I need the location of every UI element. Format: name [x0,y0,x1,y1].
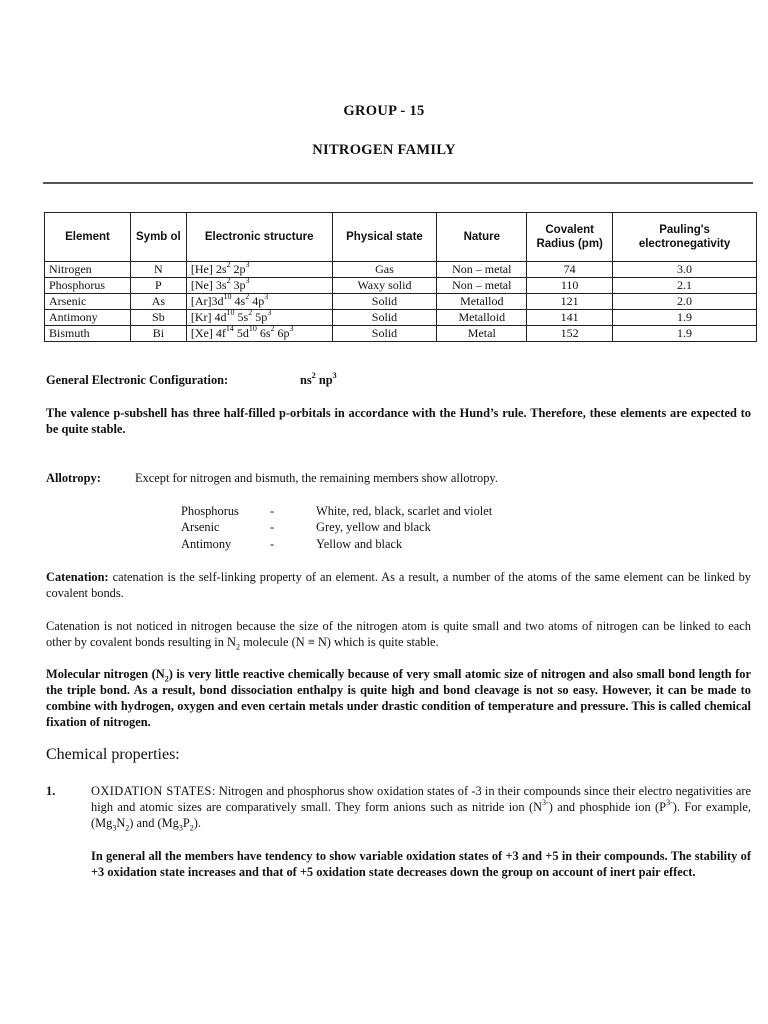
variable-oxidation-paragraph: In general all the members have tendency to show variable oxidation states of +3 and +5 in their compounds. The stability of +3 oxidation state increases and that of +5 oxidation state decreases down the group on account of inert pair effect. [91,849,751,879]
allotropy-forms: Yellow and black [316,537,403,551]
cell-element: Bismuth [45,326,131,342]
general-config-line [46,372,751,388]
table-row [45,310,757,326]
cell-covalent-radius: 141 [527,310,613,326]
cell-element: Phosphorus [45,278,131,294]
cell-covalent-radius: 74 [527,262,613,278]
cell-physical-state: Solid [332,310,437,326]
cell-physical-state: Gas [332,262,437,278]
allotropy-forms: Grey, yellow and black [316,520,431,534]
element-properties-table [44,212,757,342]
cell-symbol: Bi [130,326,186,342]
cell-symbol: As [130,294,186,310]
cell-electronegativity: 1.9 [613,326,757,342]
oxidation-states-text: Nitrogen and phosphorus show oxidation states of -3 in their compounds since their electro negativities are high and atomic sizes are comparatively small. They form anions such as nitride ion $(N^{3-})$ and phosphide ion $(P^{3-})$. For example, $(Mg_3N_2)$ and $(Mg_3P_2)$. [91,784,752,833]
cell-physical-state: Solid [332,326,437,342]
cell-electronegativity: 2.1 [613,278,757,294]
cell-electronegativity: 2.0 [613,294,757,310]
family-title: NITROGEN FAMILY [312,142,456,158]
cell-element: Arsenic [45,294,131,310]
oxidation-states-label: OXIDATION STATES: [91,784,216,798]
cell-nature: Metal [437,326,527,342]
valence-paragraph: The valence p-subshell has three half-filled p-orbitals in accordance with the Hund’s rule. Therefore, these elements are expected to be quite stable. [46,406,751,436]
col-header-electronic-structure: Electronic structure [186,213,332,262]
cell-electronic-structure: [Xe] $4f^{14}$ $5d^{10}$ $6s^2$ $6p^3$ [186,326,332,342]
cell-element: Nitrogen [45,262,131,278]
table-body [45,262,757,342]
cell-electronegativity: 3.0 [613,262,757,278]
cell-electronic-structure: $[Ar]3d^{10}$ $4s^2$ $4p^3$ [186,294,332,310]
catenation-label: Catenation: [46,570,109,584]
col-header-element: Element [45,213,131,262]
cell-nature: Non – metal [437,278,527,294]
allotropy-dash: - [270,537,275,551]
col-header-nature: Nature [437,213,527,262]
allotropy-element: Arsenic [181,520,220,534]
table-row [45,278,757,294]
molecular-nitrogen-paragraph: Molecular nitrogen $(N_2)$ is very little reactive chemically because of very small atomic size of nitrogen and also small bond length for the triple bond. As a result, bond dissociation enthalpy is quite high and bond cleavage is not so easy. However, it can be made to combine with hydrogen, oxygen and even certain metals under drastic condition of temperature and pressure. This is called chemical fixation of nitrogen. [46,667,751,729]
table-row [45,326,757,342]
cell-symbol: P [130,278,186,294]
table-row [45,262,757,278]
cell-physical-state: Waxy solid [332,278,437,294]
allotropy-element: Antimony [181,537,232,551]
cell-covalent-radius: 110 [527,278,613,294]
allotropy-label: Allotropy: [46,471,101,485]
cell-covalent-radius: 152 [527,326,613,342]
col-header-physical-state: Physical state [332,213,437,262]
table-header-row [45,213,757,262]
allotropy-element: Phosphorus [181,504,239,518]
cell-electronic-structure: [Kr] $4d^{10}$ $5s^2$ $5p^3$ [186,310,332,326]
chemical-properties-heading: Chemical properties: [46,746,180,763]
cell-element: Antimony [45,310,131,326]
cell-covalent-radius: 121 [527,294,613,310]
header-divider [43,182,753,184]
general-config-label: General Electronic Configuration: [46,373,229,387]
cell-symbol: N [130,262,186,278]
cell-nature: Non – metal [437,262,527,278]
general-config-value: $ns^2$ $np^3$ [300,370,337,387]
group-title: GROUP - 15 [343,103,425,119]
cell-electronic-structure: [He] $2s^2$ $2p^3$ [186,262,332,278]
allotropy-dash: - [270,504,275,518]
cell-nature: Metallod [437,294,527,310]
col-header-symbol: Symb ol [130,213,186,262]
allotropy-text: Except for nitrogen and bismuth, the remaining members show allotropy. [135,471,498,485]
catenation-nitrogen-paragraph: Catenation is not noticed in nitrogen because the size of the nitrogen atom is quite small and two atoms of nitrogen can be linked to each other by covalent bonds resulting in $N_2$ molecule (N ≡ N) which is quite stable. [46,619,751,652]
allotropy-forms: White, red, black, scarlet and violet [316,504,493,518]
catenation-text: catenation is the self-linking property of an element. As a result, a number of the atoms of the same element can be linked by covalent bonds. [46,570,751,600]
allotropy-line [46,470,751,486]
allotropy-dash: - [270,520,275,534]
catenation-paragraph [46,569,751,601]
oxidation-states-paragraph [91,783,751,831]
col-header-covalent-radius: Covalent Radius (pm) [527,213,613,262]
cell-symbol: Sb [130,310,186,326]
table-row [45,294,757,310]
cell-physical-state: Solid [332,294,437,310]
item-number: 1. [46,784,56,798]
cell-electronegativity: 1.9 [613,310,757,326]
col-header-electronegativity: Pauling's electronegativity [613,213,757,262]
cell-nature: Metalloid [437,310,527,326]
cell-electronic-structure: [Ne] $3s^2$ $3p^3$ [186,278,332,294]
